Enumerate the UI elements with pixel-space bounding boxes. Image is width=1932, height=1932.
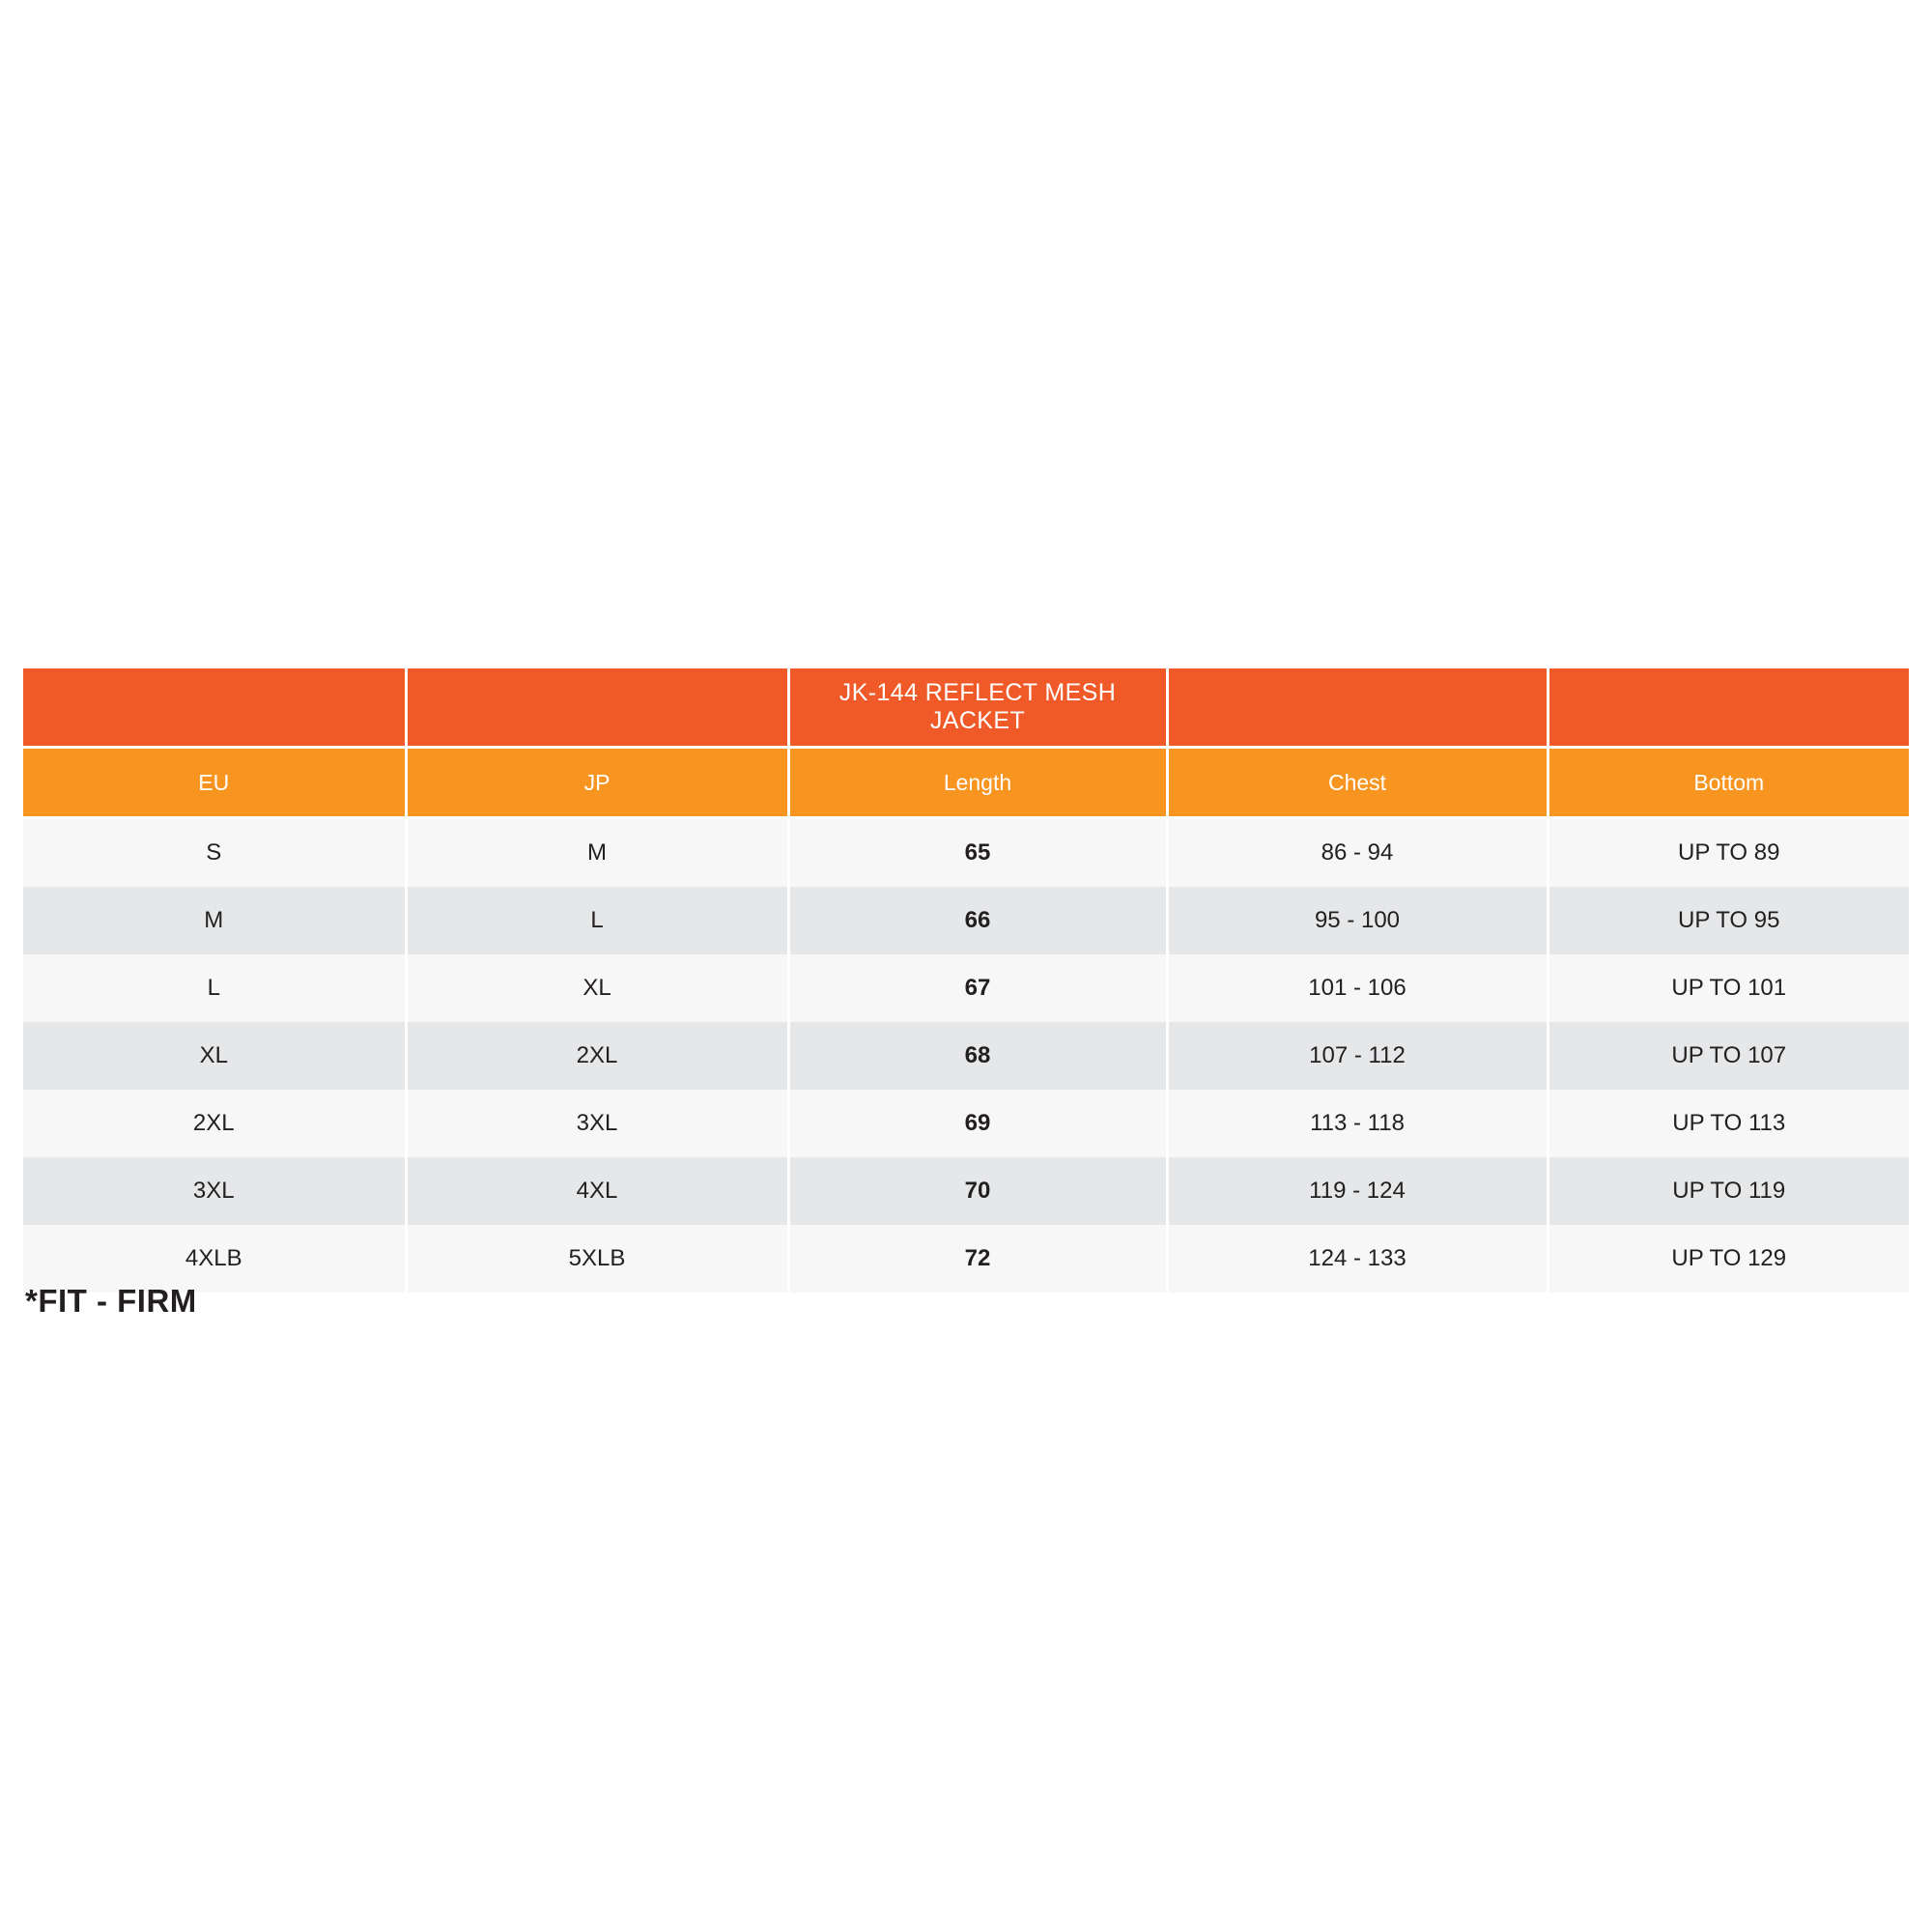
cell-length: 69 [788, 1090, 1167, 1157]
column-header-eu: EU [23, 748, 406, 818]
cell-chest: 107 - 112 [1167, 1022, 1548, 1090]
size-chart-table [23, 668, 1909, 1293]
cell-jp: 3XL [406, 1090, 788, 1157]
column-header-chest: Chest [1167, 748, 1548, 818]
table-head [23, 668, 1909, 818]
cell-chest: 119 - 124 [1167, 1157, 1548, 1225]
column-header-row [23, 748, 1909, 818]
column-header-bottom: Bottom [1548, 748, 1909, 818]
cell-jp: XL [406, 954, 788, 1022]
cell-bottom: UP TO 89 [1548, 818, 1909, 888]
cell-eu: 3XL [23, 1157, 406, 1225]
cell-length: 68 [788, 1022, 1167, 1090]
cell-eu: XL [23, 1022, 406, 1090]
cell-bottom: UP TO 113 [1548, 1090, 1909, 1157]
cell-eu: 2XL [23, 1090, 406, 1157]
cell-eu: 4XLB [23, 1225, 406, 1293]
cell-length: 66 [788, 887, 1167, 954]
cell-eu: M [23, 887, 406, 954]
cell-jp: 5XLB [406, 1225, 788, 1293]
cell-jp: M [406, 818, 788, 888]
cell-eu: S [23, 818, 406, 888]
cell-length: 72 [788, 1225, 1167, 1293]
title-banner-row [23, 668, 1909, 748]
title-banner-spacer-right2 [1548, 668, 1909, 748]
product-title: JK-144 REFLECT MESH JACKET [788, 668, 1167, 748]
cell-chest: 101 - 106 [1167, 954, 1548, 1022]
cell-length: 70 [788, 1157, 1167, 1225]
column-header-length: Length [788, 748, 1167, 818]
cell-jp: L [406, 887, 788, 954]
title-banner-spacer-left2 [406, 668, 788, 748]
cell-bottom: UP TO 101 [1548, 954, 1909, 1022]
table-row [23, 1022, 1909, 1090]
cell-bottom: UP TO 119 [1548, 1157, 1909, 1225]
title-banner-spacer-left [23, 668, 406, 748]
cell-chest: 95 - 100 [1167, 887, 1548, 954]
table-row [23, 1157, 1909, 1225]
table-row [23, 1090, 1909, 1157]
table-row [23, 954, 1909, 1022]
column-header-jp: JP [406, 748, 788, 818]
size-chart-container [23, 668, 1909, 1293]
cell-length: 65 [788, 818, 1167, 888]
cell-jp: 2XL [406, 1022, 788, 1090]
cell-chest: 124 - 133 [1167, 1225, 1548, 1293]
cell-length: 67 [788, 954, 1167, 1022]
table-row [23, 887, 1909, 954]
title-banner-spacer-right [1167, 668, 1548, 748]
table-row [23, 818, 1909, 888]
table-row [23, 1225, 1909, 1293]
cell-chest: 86 - 94 [1167, 818, 1548, 888]
fit-note: *FIT - FIRM [25, 1283, 197, 1319]
cell-bottom: UP TO 95 [1548, 887, 1909, 954]
cell-jp: 4XL [406, 1157, 788, 1225]
cell-bottom: UP TO 107 [1548, 1022, 1909, 1090]
cell-bottom: UP TO 129 [1548, 1225, 1909, 1293]
cell-chest: 113 - 118 [1167, 1090, 1548, 1157]
table-body [23, 818, 1909, 1293]
cell-eu: L [23, 954, 406, 1022]
